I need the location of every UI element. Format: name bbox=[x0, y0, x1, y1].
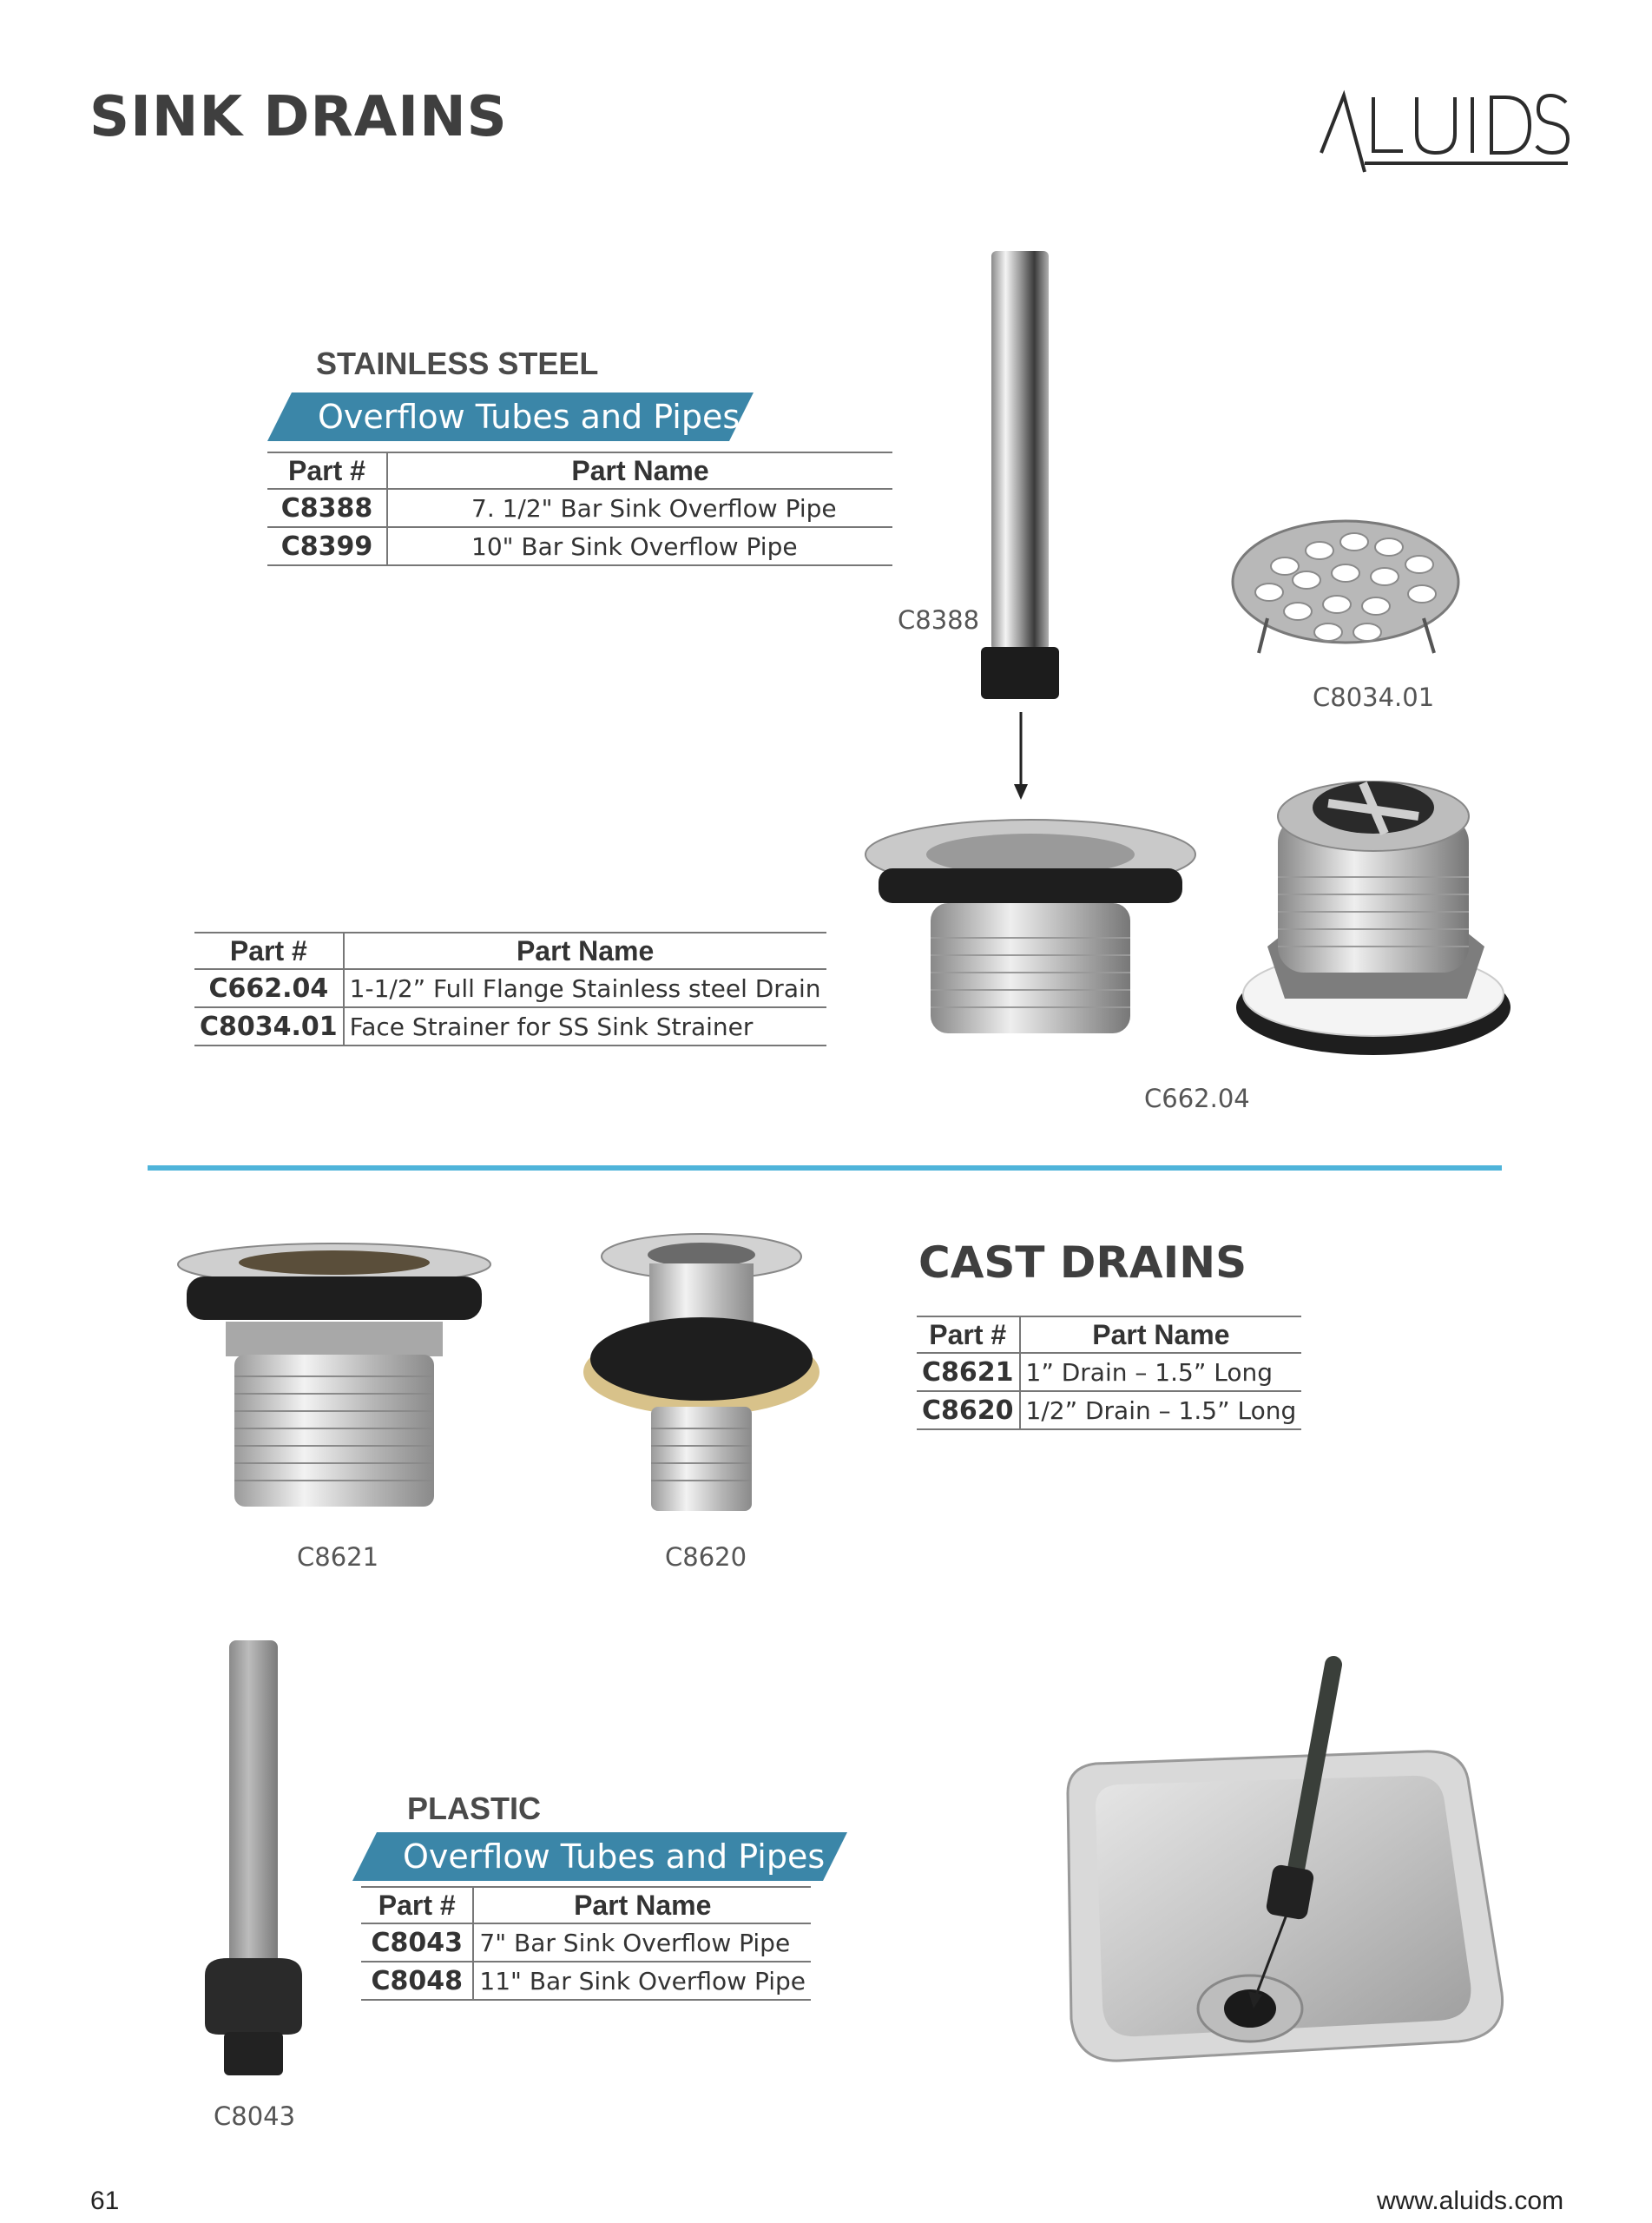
part-name: 7" Bar Sink Overflow Pipe bbox=[473, 1923, 811, 1962]
page-title: SINK DRAINS bbox=[89, 85, 508, 149]
overflow-pipe-image bbox=[972, 247, 1076, 803]
plastic-ribbon bbox=[352, 1832, 847, 1881]
section-divider bbox=[148, 1165, 1502, 1171]
plastic-ribbon-text: Overflow Tubes and Pipes bbox=[403, 1837, 826, 1876]
part-name: Face Strainer for SS Sink Strainer bbox=[344, 1007, 826, 1046]
stainless-steel-label: STAINLESS STEEL bbox=[316, 346, 599, 381]
table-row bbox=[917, 1353, 1301, 1391]
part-number: C8043 bbox=[361, 1923, 473, 1962]
col-header-part-name: Part Name bbox=[1020, 1316, 1302, 1353]
strainer-parts-table bbox=[194, 932, 826, 1046]
caption-c8621: C8621 bbox=[297, 1542, 379, 1572]
page-number: 61 bbox=[90, 2187, 120, 2215]
part-name: 11" Bar Sink Overflow Pipe bbox=[473, 1962, 811, 2000]
plastic-parts-table bbox=[361, 1886, 811, 2001]
part-name: 1” Drain – 1.5” Long bbox=[1020, 1353, 1302, 1391]
part-number: C8388 bbox=[267, 489, 387, 527]
table-row bbox=[194, 1007, 826, 1046]
part-number: C8621 bbox=[917, 1353, 1020, 1391]
sink-with-overflow-pipe-image bbox=[1042, 1654, 1510, 2075]
col-header-part-number: Part # bbox=[194, 933, 344, 969]
stainless-parts-table bbox=[267, 452, 892, 566]
cast-drain-c8621-image bbox=[174, 1242, 495, 1520]
part-number: C8034.01 bbox=[194, 1007, 344, 1046]
part-number: C8620 bbox=[917, 1391, 1020, 1429]
caption-c8620: C8620 bbox=[665, 1542, 747, 1572]
flange-drain-image bbox=[861, 816, 1200, 1051]
cast-drain-c8620-image bbox=[580, 1229, 823, 1524]
stainless-ribbon bbox=[267, 392, 754, 441]
caption-c8034: C8034.01 bbox=[1313, 683, 1435, 712]
plastic-overflow-pipe-image bbox=[193, 1637, 314, 2080]
table-row bbox=[267, 527, 892, 565]
col-header-part-number: Part # bbox=[361, 1887, 473, 1923]
table-row bbox=[267, 489, 892, 527]
plastic-label: PLASTIC bbox=[407, 1791, 542, 1826]
drain-body-image bbox=[1233, 764, 1515, 1059]
part-name: 10" Bar Sink Overflow Pipe bbox=[387, 527, 892, 565]
col-header-part-name: Part Name bbox=[344, 933, 826, 969]
col-header-part-name: Part Name bbox=[387, 452, 892, 489]
table-row bbox=[917, 1391, 1301, 1429]
part-name: 7. 1/2" Bar Sink Overflow Pipe bbox=[387, 489, 892, 527]
website-link[interactable]: www.aluids.com bbox=[1377, 2187, 1564, 2215]
caption-c8388: C8388 bbox=[898, 605, 980, 635]
col-header-part-name: Part Name bbox=[473, 1887, 811, 1923]
caption-c662: C662.04 bbox=[1144, 1084, 1250, 1113]
cast-parts-table bbox=[917, 1316, 1301, 1430]
cast-drains-title: CAST DRAINS bbox=[918, 1237, 1247, 1288]
part-number: C8399 bbox=[267, 527, 387, 565]
table-row bbox=[194, 969, 826, 1007]
table-row bbox=[361, 1923, 811, 1962]
stainless-ribbon-text: Overflow Tubes and Pipes bbox=[318, 398, 740, 436]
col-header-part-number: Part # bbox=[267, 452, 387, 489]
table-row bbox=[361, 1962, 811, 2000]
part-name: 1/2” Drain – 1.5” Long bbox=[1020, 1391, 1302, 1429]
caption-c8043: C8043 bbox=[214, 2101, 296, 2131]
part-number: C8048 bbox=[361, 1962, 473, 2000]
col-header-part-number: Part # bbox=[917, 1316, 1020, 1353]
aluids-logo bbox=[1320, 87, 1571, 182]
part-number: C662.04 bbox=[194, 969, 344, 1007]
face-strainer-image bbox=[1224, 514, 1467, 662]
part-name: 1-1/2” Full Flange Stainless steel Drain bbox=[344, 969, 826, 1007]
